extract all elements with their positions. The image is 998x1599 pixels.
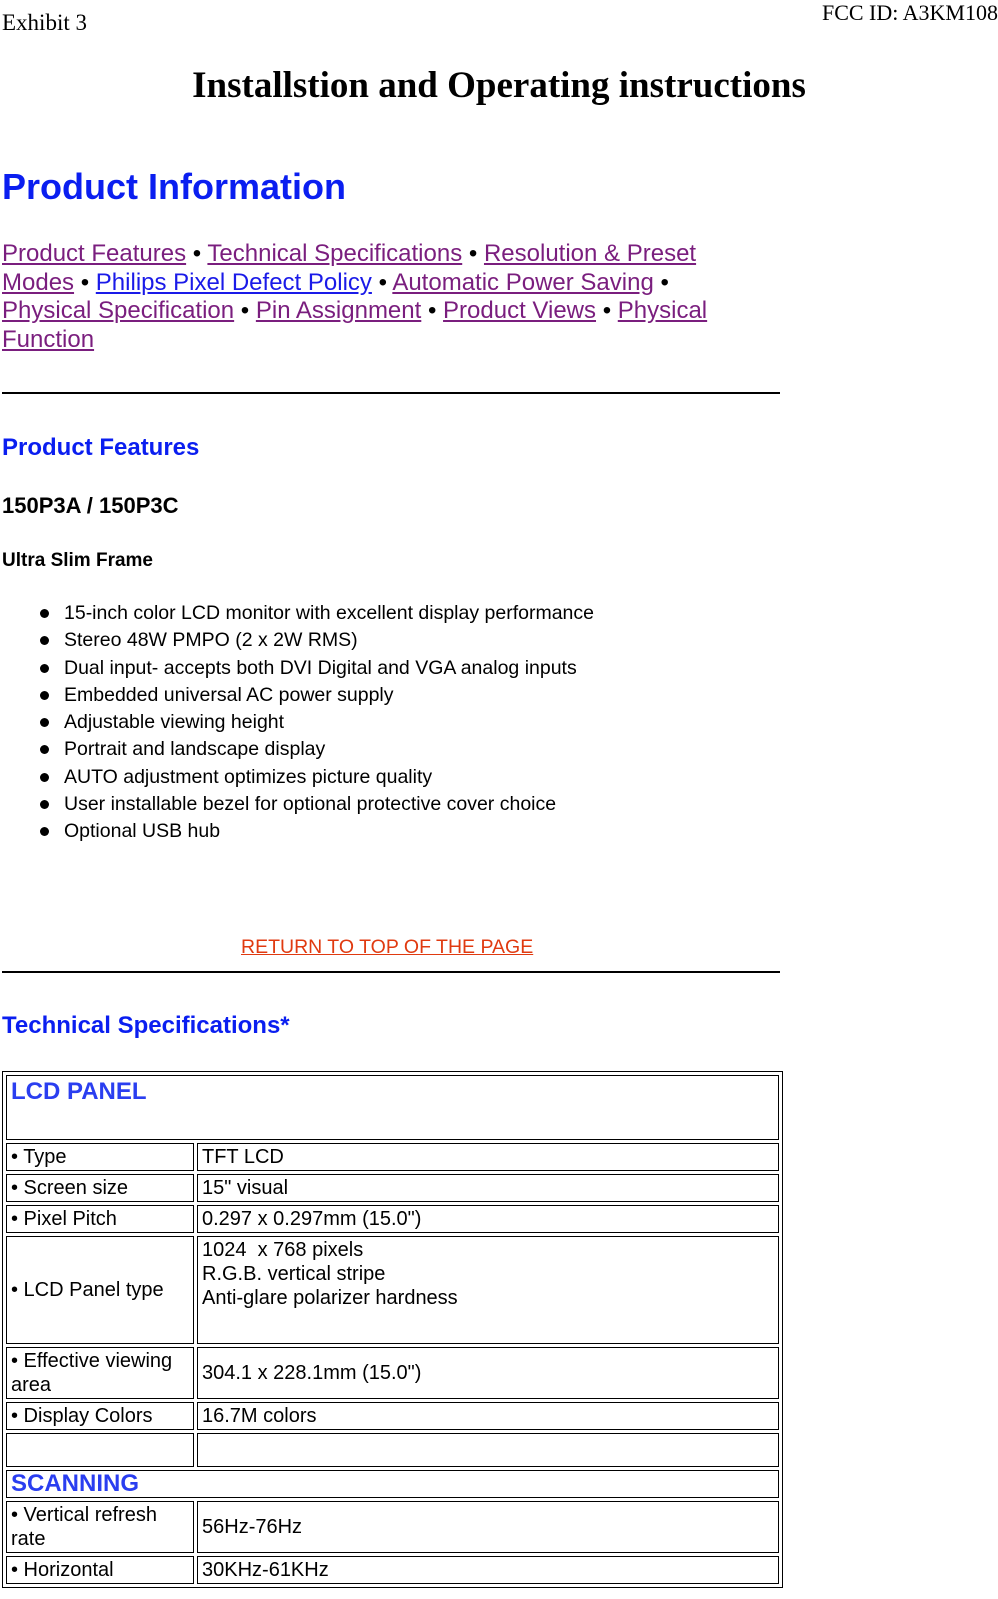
table-row bbox=[6, 1075, 779, 1140]
spec-value: TFT LCD bbox=[197, 1143, 779, 1171]
table-row bbox=[6, 1143, 779, 1171]
spec-label: • Horizontal bbox=[6, 1556, 194, 1584]
spec-value: 30KHz-61KHz bbox=[197, 1556, 779, 1584]
nav-link-pin-assignment[interactable]: Pin Assignment bbox=[255, 297, 422, 324]
feature-item: 15-inch color LCD monitor with excellent display performance bbox=[38, 601, 594, 628]
nav-separator: • bbox=[427, 297, 437, 324]
spec-value-line: Anti-glare polarizer hardness bbox=[202, 1287, 458, 1309]
nav-separator: • bbox=[378, 268, 387, 296]
bullet-icon bbox=[40, 773, 49, 782]
feature-item: Optional USB hub bbox=[38, 819, 594, 846]
frame-subtitle: Ultra Slim Frame bbox=[2, 550, 153, 571]
product-features-heading: Product Features bbox=[2, 434, 200, 461]
spec-label: • Pixel Pitch bbox=[6, 1205, 194, 1233]
spec-value-line: R.G.B. vertical stripe bbox=[202, 1263, 386, 1285]
feature-item: User installable bezel for optional protective cover choice bbox=[38, 792, 594, 819]
bullet-icon bbox=[40, 827, 49, 836]
feature-item: Adjustable viewing height bbox=[38, 710, 594, 737]
feature-item: Portrait and landscape display bbox=[38, 737, 594, 764]
spec-value: 304.1 x 228.1mm (15.0") bbox=[197, 1347, 779, 1399]
feature-list bbox=[38, 601, 594, 847]
nav-separator: • bbox=[660, 268, 669, 296]
bullet-icon bbox=[40, 745, 49, 754]
bullet-icon bbox=[40, 691, 49, 700]
empty-cell bbox=[6, 1433, 194, 1467]
nav-link-resolution-preset-modes[interactable]: Resolution & Preset Modes bbox=[2, 240, 697, 296]
nav-link-pixel-defect-policy[interactable]: Philips Pixel Defect Policy bbox=[95, 268, 372, 296]
model-number: 150P3A / 150P3C bbox=[2, 493, 179, 518]
nav-separator: • bbox=[240, 297, 250, 324]
feature-item: AUTO adjustment optimizes picture quality bbox=[38, 765, 594, 792]
spec-value: 16.7M colors bbox=[197, 1402, 779, 1430]
empty-cell bbox=[197, 1433, 779, 1467]
table-row bbox=[6, 1205, 779, 1233]
spec-label: • Type bbox=[6, 1143, 194, 1171]
scanning-section-title: SCANNING bbox=[6, 1470, 779, 1498]
table-row bbox=[6, 1236, 779, 1344]
bullet-icon bbox=[40, 718, 49, 727]
divider bbox=[2, 971, 780, 973]
nav-separator: • bbox=[80, 268, 90, 296]
bullet-icon bbox=[40, 609, 49, 618]
feature-item: Stereo 48W PMPO (2 x 2W RMS) bbox=[38, 628, 594, 655]
section-title: Product Information bbox=[2, 166, 346, 207]
nav-link-physical-specification[interactable]: Physical Specification bbox=[2, 297, 235, 324]
page-title: Installstion and Operating instructions bbox=[192, 65, 806, 106]
bullet-icon bbox=[40, 636, 49, 645]
table-row bbox=[6, 1501, 779, 1553]
spec-label: • Screen size bbox=[6, 1174, 194, 1202]
table-row bbox=[6, 1433, 779, 1467]
spec-value: 56Hz-76Hz bbox=[197, 1501, 779, 1553]
table-row bbox=[6, 1556, 779, 1584]
nav-link-physical-function[interactable]: Physical Function bbox=[2, 297, 708, 353]
table-row bbox=[6, 1402, 779, 1430]
fcc-id: FCC ID: A3KM108 bbox=[821, 0, 998, 25]
spec-value-line: 1024 x 768 pixels bbox=[202, 1239, 364, 1261]
nav-link-technical-specifications[interactable]: Technical Specifications bbox=[207, 240, 463, 267]
nav-separator: • bbox=[468, 240, 478, 267]
table-row bbox=[6, 1347, 779, 1399]
nav-link-product-views[interactable]: Product Views bbox=[443, 297, 597, 324]
lcd-panel-section-title: LCD PANEL bbox=[6, 1075, 779, 1140]
spec-label: • Effective viewing area bbox=[6, 1347, 194, 1399]
spec-table bbox=[2, 1071, 783, 1588]
nav-link-product-features[interactable]: Product Features bbox=[2, 240, 187, 267]
spec-label: • Display Colors bbox=[6, 1402, 194, 1430]
spec-value bbox=[197, 1236, 779, 1344]
table-row bbox=[6, 1470, 779, 1498]
feature-item: Embedded universal AC power supply bbox=[38, 683, 594, 710]
nav-separator: • bbox=[602, 297, 612, 324]
bullet-icon bbox=[40, 800, 49, 809]
exhibit-label: Exhibit 3 bbox=[2, 10, 87, 35]
feature-item: Dual input- accepts both DVI Digital and VGA analog inputs bbox=[38, 656, 594, 683]
nav-links bbox=[2, 240, 742, 354]
divider bbox=[2, 392, 780, 394]
technical-specifications-heading: Technical Specifications* bbox=[2, 1012, 290, 1039]
spec-label: • LCD Panel type bbox=[6, 1236, 194, 1344]
nav-link-automatic-power-saving[interactable]: Automatic Power Saving bbox=[392, 268, 654, 296]
bullet-icon bbox=[40, 664, 49, 673]
table-row bbox=[6, 1174, 779, 1202]
spec-value: 15" visual bbox=[197, 1174, 779, 1202]
spec-value: 0.297 x 0.297mm (15.0") bbox=[197, 1205, 779, 1233]
spec-label: • Vertical refresh rate bbox=[6, 1501, 194, 1553]
nav-separator: • bbox=[192, 240, 202, 267]
return-to-top-link[interactable]: RETURN TO TOP OF THE PAGE bbox=[241, 936, 534, 958]
